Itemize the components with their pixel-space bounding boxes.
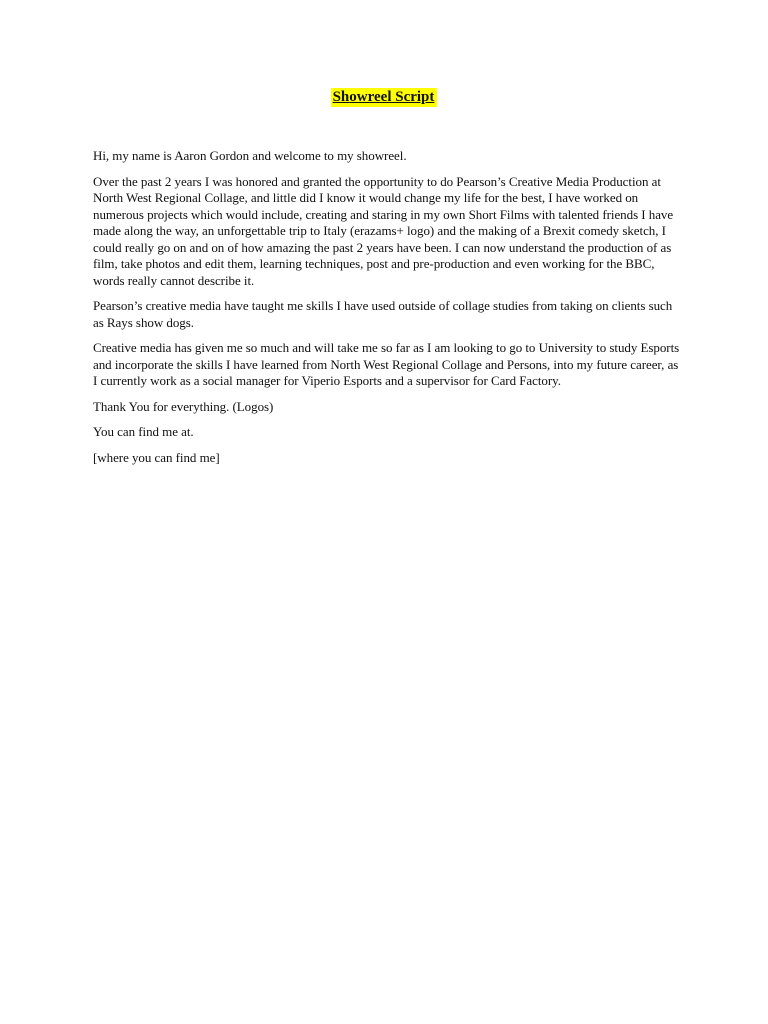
document-title: Showreel Script	[331, 88, 438, 107]
paragraph-find-me: You can find me at.	[93, 424, 194, 439]
paragraph-experience: Over the past 2 years I was honored and granted the opportunity to do Pearson’s Creative Media Production at North West Regional Collage, and little did I know it would change my life for the best, I have worked on numerous projects which would include, creating and staring in my own Short Films with talented friends I have made along the way, an unforgettable trip to Italy (erazams+ logo) and the making of a Brexit comedy sketch, I could really go on and on of how amazing the past 2 years have been. I can now understand the production of as film, take photos and edit them, learning techniques, post and pre-production and even working for the BBC, words really cannot describe it.	[93, 173, 674, 288]
paragraph-future: Creative media has given me so much and will take me so far as I am looking to go to University to study Esports and incorporate the skills I have learned from North West Regional Collage and Persons, into my future career, as I currently work as a social manager for Viperio Esports and a supervisor for Card Factory.	[93, 340, 680, 388]
paragraph-thanks: Thank You for everything. (Logos)	[93, 398, 274, 414]
paragraph-placeholder: [where you can find me]	[93, 449, 220, 465]
title-container	[0, 88, 768, 107]
document-body	[93, 148, 683, 475]
paragraph-intro: Hi, my name is Aaron Gordon and welcome to my showreel.	[93, 148, 407, 163]
paragraph-skills: Pearson’s creative media have taught me skills I have used outside of collage studies from taking on clients such as Rays show dogs.	[93, 298, 673, 330]
